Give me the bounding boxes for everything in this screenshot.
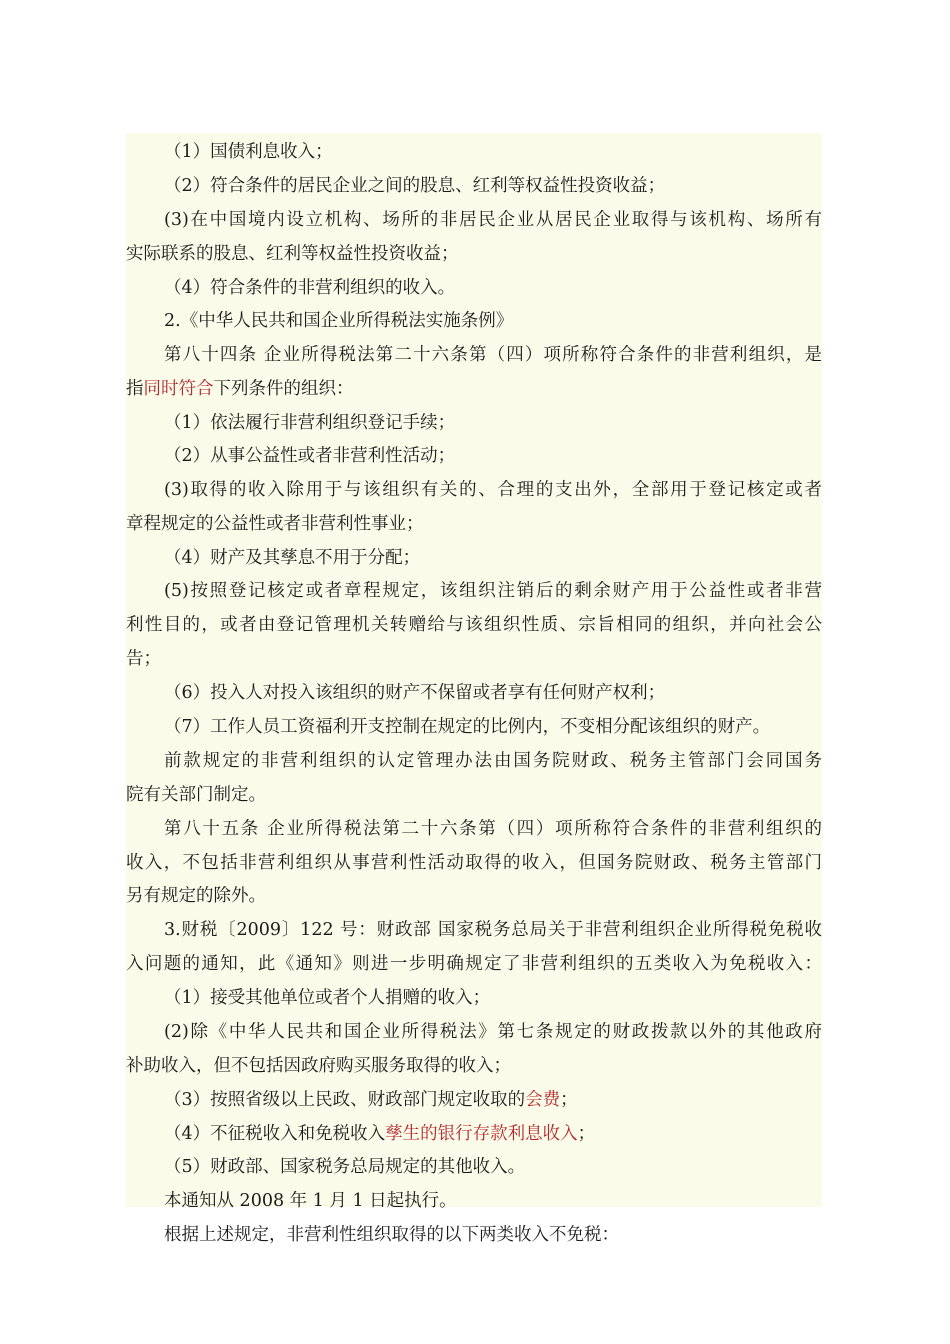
text-line: （6）投入人对投入该组织的财产不保留或者享有任何财产权利； (164, 683, 666, 703)
text-line: （7）工作人员工资福利开支控制在规定的比例内，不变相分配该组织的财产。 (164, 717, 771, 737)
text-line: （4）财产及其孳息不用于分配； (164, 548, 421, 568)
text-line (126, 1117, 822, 1151)
text-line: (2)除《中华人民共和国企业所得税法》第七条规定的财政拨款以外的其他政府 (164, 1022, 822, 1042)
text-line: 补助收入，但不包括因政府购买服务取得的收入； (126, 1056, 511, 1076)
text-line: （2）从事公益性或者非营利性活动； (164, 446, 456, 466)
text-line: (5)按照登记核定或者章程规定，该组织注销后的剩余财产用于公益性或者非营 (164, 581, 822, 601)
text-line: 章程规定的公益性或者非营利性事业； (126, 514, 424, 534)
text-line: （1）接受其他单位或者个人捐赠的收入； (164, 988, 491, 1008)
text-line: 2.《中华人民共和国企业所得税法实施条例》 (164, 311, 514, 331)
text-line: 入问题的通知，此《通知》则进一步明确规定了非营利组织的五类收入为免税收入： (126, 954, 822, 974)
text-line (126, 372, 822, 406)
text-line: 实际联系的股息、红利等权益性投资收益； (126, 244, 459, 264)
highlighted-text: 孳生的银行存款利息收入 (385, 1124, 578, 1144)
text-line: 院有关部门制定。 (126, 785, 266, 805)
text-line: 前款规定的非营利组织的认定管理办法由国务院财政、税务主管部门会同国务 (164, 751, 822, 771)
text-line: （5）财政部、国家税务总局规定的其他收入。 (164, 1157, 526, 1177)
text-line: 利性目的，或者由登记管理机关转赠给与该组织性质、宗旨相同的组织，并向社会公 (126, 615, 822, 635)
text-line: (3)在中国境内设立机构、场所的非居民企业从居民企业取得与该机构、场所有 (164, 210, 822, 230)
text-line: （4）符合条件的非营利组织的收入。 (164, 278, 456, 298)
text-line: （2）符合条件的居民企业之间的股息、红利等权益性投资收益； (164, 176, 666, 196)
text-span: （3）按照省级以上民政、财政部门规定收取的 (164, 1090, 526, 1110)
text-line: 根据上述规定，非营利性组织取得的以下两类收入不免税： (164, 1225, 619, 1245)
highlighted-text: 会费 (525, 1090, 561, 1110)
text-line: 第八十四条 企业所得税法第二十六条第（四）项所称符合条件的非营利组织，是 (164, 345, 822, 365)
text-span: ； (577, 1124, 596, 1144)
text-line: 告； (126, 649, 161, 669)
text-line: 收入，不包括非营利组织从事营利性活动取得的收入，但国务院财政、税务主管部门 (126, 853, 822, 873)
highlighted-text: 同时符合 (143, 379, 214, 399)
text-line: （1）依法履行非营利组织登记手续； (164, 413, 456, 433)
text-span: 指 (126, 379, 144, 399)
text-span: （4）不征税收入和免税收入 (164, 1124, 386, 1144)
text-span: ； (560, 1090, 578, 1110)
text-line: 本通知从 2008 年 1 月 1 日起执行。 (164, 1191, 457, 1211)
text-line: （1）国债利息收入； (164, 142, 333, 162)
text-line: 3.财税〔2009〕122 号：财政部 国家税务总局关于非营利组织企业所得税免税收 (164, 920, 822, 940)
text-line (126, 1083, 822, 1117)
text-line: (3)取得的收入除用于与该组织有关的、合理的支出外，全部用于登记核定或者 (164, 480, 822, 500)
text-line: 第八十五条 企业所得税法第二十六条第（四）项所称符合条件的非营利组织的 (164, 819, 822, 839)
text-line: 另有规定的除外。 (126, 886, 266, 906)
document-body (126, 133, 822, 1245)
text-span: 下列条件的组织： (213, 379, 354, 399)
